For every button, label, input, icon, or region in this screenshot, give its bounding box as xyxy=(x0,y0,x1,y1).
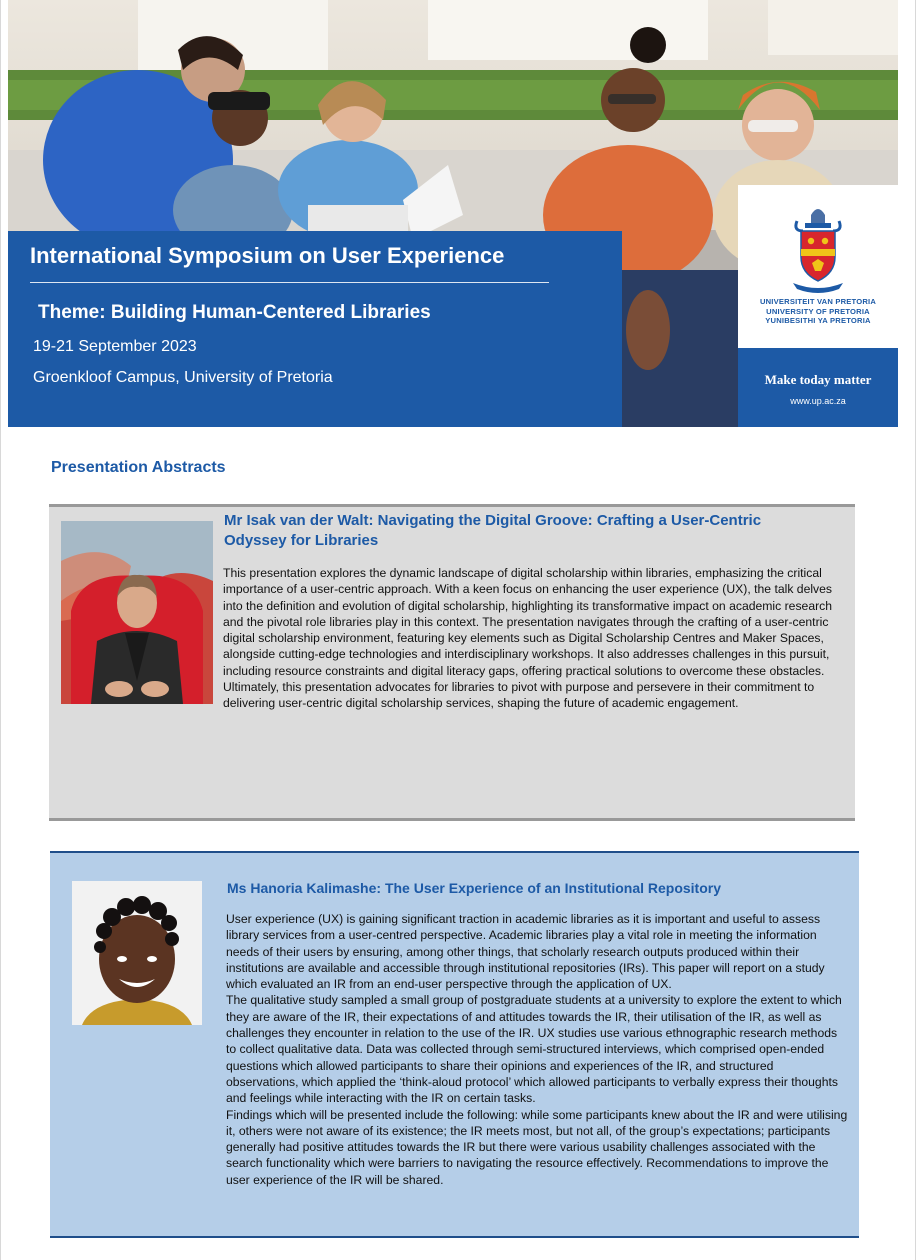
website-link[interactable]: www.up.ac.za xyxy=(790,396,846,406)
section-heading: Presentation Abstracts xyxy=(51,459,226,476)
university-name-afrikaans: UNIVERSITEIT VAN PRETORIA xyxy=(759,297,877,306)
abstract-title: Mr Isak van der Walt: Navigating the Digital Groove: Crafting a User-Centric Odyssey for Libraries xyxy=(224,512,762,549)
abstract-paragraph: This presentation explores the dynamic landscape of digital scholarship within libraries, emphasizing the critical importance of a user-centric approach. With a keen focus on enhancing the user experience (UX), the talk delves into the definition and evolution of digital scholarship, highlighting its transformative impact on academic research and the pivotal role libraries play in this context. The presentation navigates through the crafting of a user-centric digital scholarship environment, featuring key elements such as Digital Scholarship Centres and Maker Spaces, alongside cutting-edge technologies and interdisciplinary workshops. It also addresses challenges in this pursuit, including resource constraints and digital literacy gaps, offering practical solutions to overcome these obstacles. Ultimately, this presentation advocates for libraries to pivot with purpose and persevere in their commitment to delivering user-centric digital scholarship services, shaping the future of academic engagement. xyxy=(223,566,833,711)
event-title: International Symposium on User Experience xyxy=(30,243,505,268)
abstract-card xyxy=(49,504,855,821)
university-logo xyxy=(738,185,898,348)
abstract-paragraph: Findings which will be presented include the following: while some participants knew about the IR and were utilising it, others were not aware of its existence; the IR meets most, but not all, of the group’s expectations; participants generally had positive attitudes towards the IR but there were various usability challenges associated with the search functionality which were barriers to navigating the resource effectively. Recommendations to improve the user experience of the IR will be shared. xyxy=(226,1107,848,1187)
abstract-paragraph: User experience (UX) is gaining significant traction in academic libraries as it is important and useful to assess library services from a user-centred perspective. Academic libraries play a vital role in meeting the information needs of their users by ensuring, among other things, that scholarly research outputs produced within their institutions are available and accessible through institutional repositories (IRs). This paper will report on a study which evaluated an IR from an end-user perspective through the application of UX. xyxy=(226,912,825,992)
abstract-title: Ms Hanoria Kalimashe: The User Experience of an Institutional Repository xyxy=(227,880,722,896)
tagline: Make today matter xyxy=(764,372,872,387)
abstract-card xyxy=(50,851,859,1238)
university-name-sepedi: YUNIBESITHI YA PRETORIA xyxy=(765,316,871,325)
tagline-box xyxy=(738,348,898,427)
title-panel xyxy=(8,231,622,427)
university-name xyxy=(738,297,898,326)
header-banner xyxy=(8,0,898,427)
event-venue: Groenkloof Campus, University of Pretoria xyxy=(33,369,333,386)
abstract-body xyxy=(226,911,848,1188)
abstract-paragraph: The qualitative study sampled a small group of postgraduate students at a university to explore the extent to which they are aware of the IR, their expectations of and attitudes towards the IR, their utilisation of the IR, as well as challenges they encounter in relation to the use of the IR. UX studies use various ethnographic research methods to collect qualitative data. Data was collected through semi-structured interviews, which comprised open-ended questions which allowed participants to share their opinions and experiences of the IR, and structured observations, which applied the ‘think-aloud protocol’ which allowed participants to verbally express their thoughts and feelings while interacting with the IR on certain tasks. xyxy=(226,993,842,1106)
abstract-body xyxy=(223,565,833,712)
university-name-english: UNIVERSITY OF PRETORIA xyxy=(766,306,870,316)
speaker-photo xyxy=(61,521,213,704)
event-theme: Theme: Building Human-Centered Libraries xyxy=(38,302,431,323)
event-date: 19-21 September 2023 xyxy=(33,338,197,355)
title-divider xyxy=(30,282,549,283)
crest-icon xyxy=(789,201,847,293)
speaker-photo xyxy=(72,881,202,1025)
